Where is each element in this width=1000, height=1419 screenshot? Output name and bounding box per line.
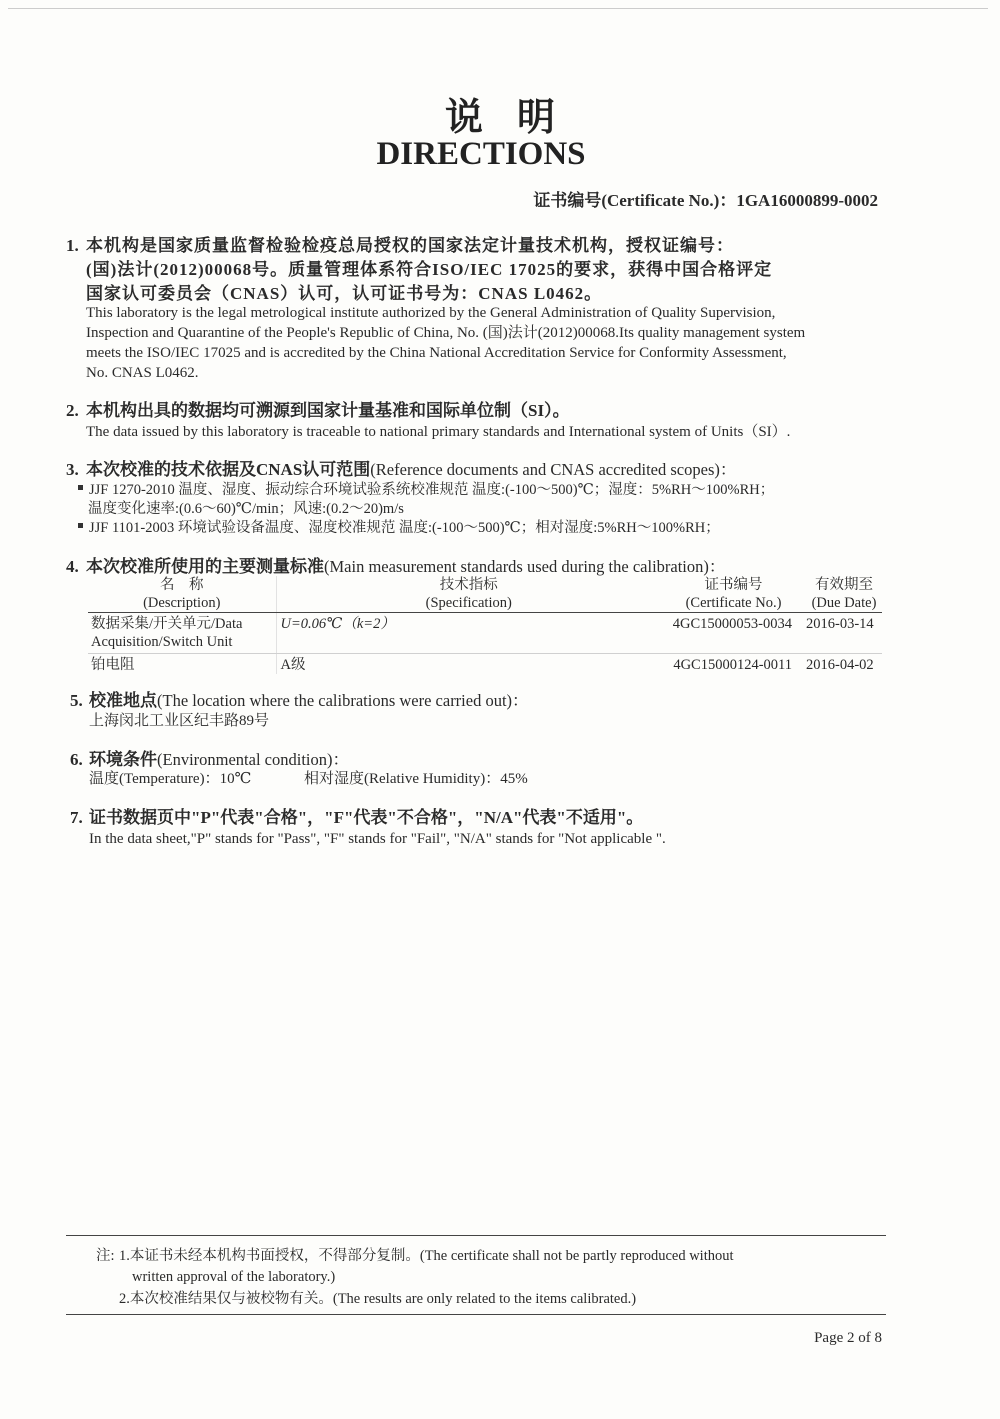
- section-7-en: In the data sheet,"P" stands for "Pass", "F" stands for "Fail", "N/A" stands for "Not applicable ".: [89, 831, 666, 847]
- section-1-number: 1.: [66, 236, 79, 255]
- col-specification: 技术指标 (Specification): [276, 576, 661, 613]
- footer-note-2: 2.本次校准结果仅与被校物有关。(The results are only related to the items calibrated.): [119, 1291, 637, 1307]
- certificate-number: [533, 186, 878, 211]
- section-7-number: 7.: [70, 808, 83, 827]
- title-chinese: 说明: [444, 97, 589, 139]
- section-3-item-1: JJF 1270-2010 温度、湿度、振动综合环境试验系统校准规范 温度:(-100～500)℃；湿度：5%RH～100%RH；: [78, 481, 774, 500]
- section-4-en: (Main measurement standards used during the calibration)：: [324, 557, 726, 576]
- section-5-en: (The location where the calibrations were carried out)：: [157, 691, 529, 710]
- section-6-humidity: 相对湿度(Relative Humidity)：45%: [304, 771, 528, 787]
- section-1-en-line-2: Inspection and Quarantine of the People's Republic of China, No. (国)法计(2012)00068.Its quality management system: [86, 325, 806, 341]
- top-border-line: [8, 8, 988, 9]
- col-certificate: 证书编号 (Certificate No.): [661, 576, 806, 613]
- footer-note-1-line-2: written approval of the laboratory.): [132, 1269, 336, 1285]
- section-5-number: 5.: [70, 691, 83, 710]
- section-1-en-line-3: meets the ISO/IEC 17025 and is accredited by the China National Accreditation Service for Conformity Assessment,: [86, 345, 787, 361]
- section-5-heading: [89, 689, 529, 712]
- section-5-cn: 校准地点: [89, 691, 157, 710]
- row-spec: U=0.06℃（k=2）: [276, 613, 661, 654]
- footer-top-divider: [66, 1235, 886, 1236]
- bullet-icon: [78, 485, 83, 490]
- section-4-heading: [86, 555, 725, 578]
- col-due-date: 有效期至 (Due Date): [806, 576, 882, 613]
- section-2-cn: 本机构出具的数据均可溯源到国家计量基准和国际单位制（SI）。: [86, 401, 570, 420]
- standards-table-header: [88, 576, 882, 613]
- section-3-en: (Reference documents and CNAS accredited scopes)：: [370, 460, 737, 479]
- section-3-heading: [86, 458, 736, 481]
- table-row: [88, 654, 882, 675]
- section-4-cn: 本次校准所使用的主要测量标准: [86, 557, 324, 576]
- section-2-number: 2.: [66, 401, 79, 420]
- section-3-cn: 本次校准的技术依据及CNAS认可范围: [86, 460, 371, 479]
- footer-bottom-divider: [66, 1314, 886, 1315]
- section-3-number: 3.: [66, 460, 79, 479]
- section-1-cn-line-1: 本机构是国家质量监督检验检疫总局授权的国家法定计量技术机构，授权证编号：: [86, 236, 734, 255]
- table-row: [88, 613, 882, 654]
- col-description: 名 称 (Description): [88, 576, 276, 613]
- row-cert: 4GC15000124-0011: [673, 657, 792, 673]
- row-description: 数据采集/开关单元/Data Acquisition/Switch Unit: [88, 613, 276, 654]
- row-due: 2016-03-14: [806, 613, 882, 654]
- standards-table: [88, 576, 882, 674]
- section-1-cn-line-3: 国家认可委员会（CNAS）认可，认可证书号为：CNAS L0462。: [86, 284, 603, 303]
- section-5-value: 上海闵北工业区纪丰路89号: [89, 713, 270, 729]
- row-description: 铂电阻: [91, 657, 135, 673]
- section-2-en: The data issued by this laboratory is traceable to national primary standards and International system of Units（SI）.: [86, 424, 791, 440]
- footer-note-label: 注:: [96, 1248, 115, 1264]
- bullet-icon: [78, 523, 83, 528]
- section-1-cn-line-2: (国)法计(2012)00068号。质量管理体系符合ISO/IEC 17025的要求，获得中国合格评定: [86, 260, 773, 279]
- section-6-temperature: 温度(Temperature)：10℃: [89, 771, 252, 787]
- section-1-en-line-4: No. CNAS L0462.: [86, 365, 199, 381]
- section-7-cn: 证书数据页中"P"代表"合格"，"F"代表"不合格"，"N/A"代表"不适用"。: [89, 808, 644, 827]
- footer-note-1-line-1: 1.本证书未经本机构书面授权，不得部分复制。(The certificate shall not be partly reproduced without: [119, 1248, 734, 1264]
- row-spec: A级: [276, 654, 661, 675]
- section-6-number: 6.: [70, 750, 83, 769]
- section-6-cn: 环境条件: [89, 750, 157, 769]
- certificate-label: 证书编号(Certificate No.)：: [533, 191, 737, 210]
- row-cert: 4GC15000053-0034: [661, 613, 806, 654]
- section-3-item-2: JJF 1101-2003 环境试验设备温度、湿度校准规范 温度:(-100～500)℃；相对湿度:5%RH～100%RH；: [78, 519, 720, 538]
- section-1-en-line-1: This laboratory is the legal metrological institute authorized by the General Administration of Quality Supervision,: [86, 305, 776, 321]
- section-3-item-1-cont: 温度变化速率:(0.6～60)℃/min；风速:(0.2～20)m/s: [88, 501, 404, 517]
- section-6-en: (Environmental condition)：: [157, 750, 349, 769]
- title-english: DIRECTIONS: [376, 136, 586, 172]
- row-due: 2016-04-02: [806, 657, 874, 673]
- page-number: Page 2 of 8: [814, 1330, 882, 1346]
- section-6-heading: [89, 748, 349, 771]
- section-4-number: 4.: [66, 557, 79, 576]
- certificate-value: 1GA16000899-0002: [736, 191, 878, 210]
